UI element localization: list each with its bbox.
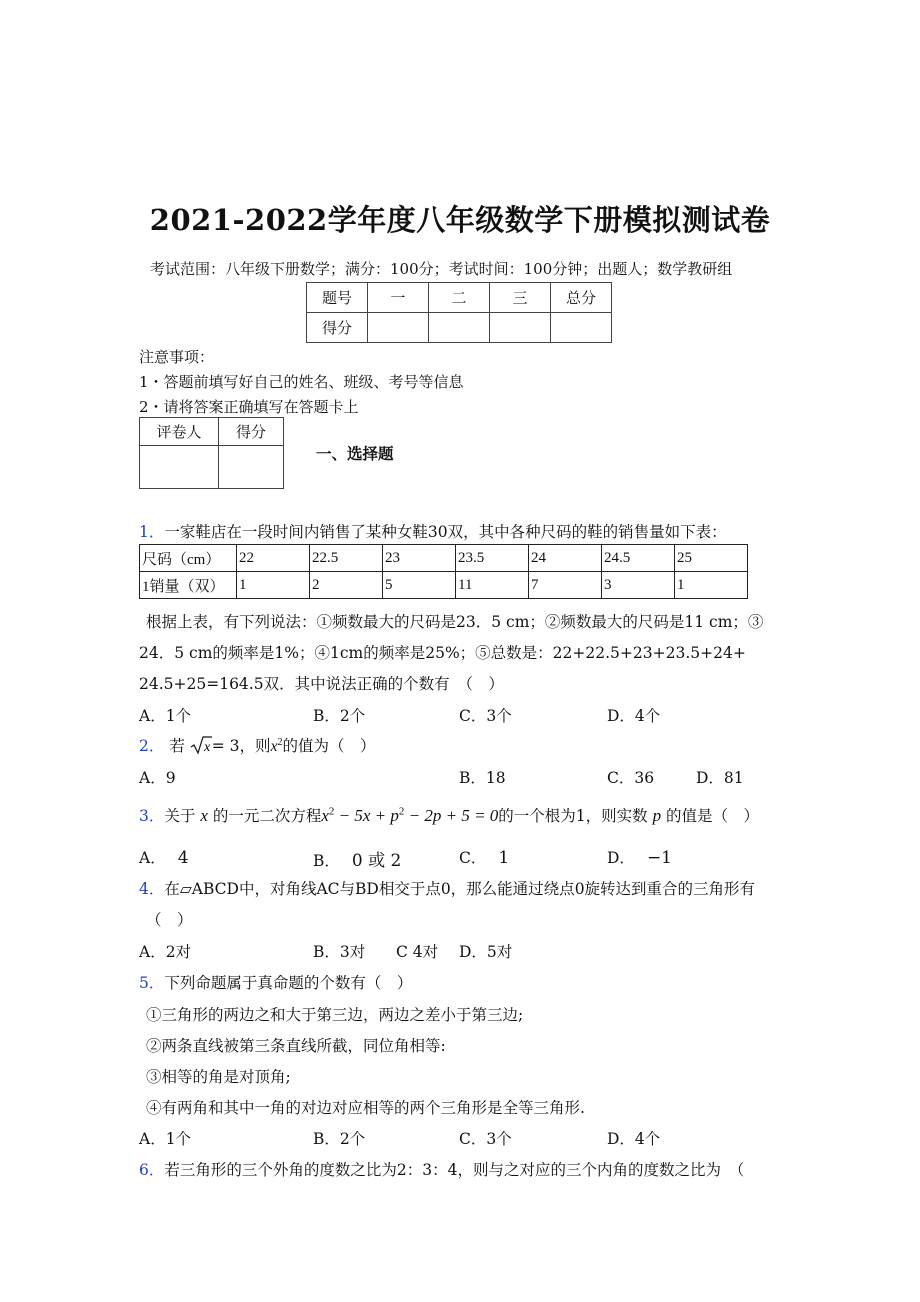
question-stem: 若三角形的三个外角的度数之比为2：3：4，则与之对应的三个内角的度数之比为 （ [164, 1161, 745, 1179]
score-header-cell: 总分 [551, 283, 612, 313]
question-stem-suffix: 的一个根为1，则实数 [498, 807, 648, 825]
grader-header: 评卷人 [140, 418, 219, 446]
option-b[interactable]: B．2个 [313, 1130, 366, 1148]
table-cell: 23 [383, 545, 456, 572]
question-number: 5． [139, 974, 165, 992]
shoe-size-table [139, 544, 748, 599]
question-number: 4． [139, 880, 165, 898]
score-header-cell: 二 [429, 283, 490, 313]
svg-text:x: x [203, 740, 210, 755]
option-d[interactable]: D．81 [696, 769, 744, 787]
sqrt-x-formula [190, 735, 212, 755]
option-a[interactable]: A．1个 [139, 1130, 192, 1148]
score-header-cell: 三 [490, 283, 551, 313]
option-b[interactable]: B． 0 或 2 [313, 851, 402, 871]
statement-item: ②两条直线被第三条直线所截，同位角相等: [146, 1037, 446, 1055]
variable-x: x [200, 806, 208, 825]
question-text-line: （ ） [146, 911, 193, 929]
question-stem: 下列命题属于真命题的个数有（ ） [164, 974, 413, 992]
grader-cell [140, 446, 219, 489]
option-a[interactable]: A．2对 [139, 943, 192, 961]
grader-header: 得分 [219, 418, 284, 446]
table-cell: 24.5 [602, 545, 675, 572]
table-cell: 11 [456, 572, 529, 599]
question-6 [139, 1158, 744, 1180]
question-stem-mid: ，则 [239, 737, 271, 755]
table-cell: 7 [529, 572, 602, 599]
formula-equals: = 3 [211, 737, 240, 755]
table-cell: 3 [602, 572, 675, 599]
table-cell: 22.5 [310, 545, 383, 572]
question-number: 3． [139, 807, 165, 825]
question-text-line: 24．5 cm的频率是1%；④1cm的频率是25%；⑤总数是：22+22.5+23+23.5+24+ [139, 644, 746, 662]
option-d[interactable]: D．4个 [607, 1130, 661, 1148]
option-d[interactable]: D． −1 [607, 848, 672, 868]
option-a[interactable]: A．1个 [139, 707, 192, 725]
question-stem-prefix: 关于 [164, 807, 196, 825]
question-stem-suffix: 的值为（ ） [282, 737, 376, 755]
table-cell: 尺码（cm） [140, 545, 237, 572]
option-c[interactable]: C．36 [607, 769, 655, 787]
score-row-label: 得分 [307, 313, 368, 343]
notice-heading: 注意事项： [139, 348, 215, 366]
table-cell: 1销量（双） [140, 572, 237, 599]
question-5 [139, 971, 412, 993]
option-a[interactable]: A． 4 [139, 848, 189, 868]
score-header-cell: 一 [368, 283, 429, 313]
question-stem-end: 的值是（ ） [666, 807, 760, 825]
option-c[interactable]: C． 1 [459, 848, 510, 868]
statement-item: ①三角形的两边之和大于第三边，两边之差小于第三边; [146, 1006, 524, 1024]
notice-item: 1・答题前填写好自己的姓名、班级、考号等信息 [139, 373, 464, 391]
option-b[interactable]: B．3对 [313, 943, 366, 961]
grader-table [139, 417, 284, 489]
option-d[interactable]: D．4个 [607, 707, 661, 725]
table-cell: 25 [675, 545, 748, 572]
question-stem-mid: 的一元二次方程 [212, 807, 322, 825]
question-4 [139, 877, 755, 899]
question-stem-prefix: 若 [169, 737, 185, 755]
option-b[interactable]: B．2个 [313, 707, 366, 725]
score-cell [551, 313, 612, 343]
question-number: 6． [139, 1161, 165, 1179]
question-number: 1． [139, 523, 165, 541]
table-cell: 24 [529, 545, 602, 572]
question-3 [139, 804, 759, 826]
grader-cell [219, 446, 284, 489]
question-stem: 在▱ABCD中，对角线AC与BD相交于点0，那么能通过绕点0旋转达到重合的三角形有 [164, 880, 756, 898]
table-cell: 1 [237, 572, 310, 599]
statement-item: ④有两角和其中一角的对边对应相等的两个三角形是全等三角形. [146, 1099, 585, 1117]
score-cell [368, 313, 429, 343]
option-a[interactable]: A．9 [139, 769, 176, 787]
score-cell [429, 313, 490, 343]
score-header-cell: 题号 [307, 283, 368, 313]
page-title: 2021-2022学年度八年级数学下册模拟测试卷 [149, 203, 771, 237]
table-cell: 22 [237, 545, 310, 572]
score-cell [490, 313, 551, 343]
section-heading: 一、选择题 [316, 444, 394, 463]
table-cell: 23.5 [456, 545, 529, 572]
option-d[interactable]: D．5对 [459, 943, 513, 961]
exam-info: 考试范围：八年级下册数学；满分：100分；考试时间：100分钟；出题人；数学教研组 [150, 260, 733, 278]
option-c[interactable]: C．3个 [459, 707, 512, 725]
table-cell: 2 [310, 572, 383, 599]
quadratic-equation-formula: $x^2 - 5x + p^2 - 2p + 5 = 0$ [321, 805, 499, 825]
option-c[interactable]: C 4对 [396, 943, 439, 961]
question-1 [139, 520, 727, 542]
score-table [306, 282, 612, 343]
notice-item: 2・请将答案正确填写在答题卡上 [139, 398, 359, 416]
variable-p: p [652, 806, 662, 825]
table-cell: 1 [675, 572, 748, 599]
question-stem: 一家鞋店在一段时间内销售了某种女鞋30双，其中各种尺码的鞋的销售量如下表： [164, 523, 727, 541]
question-2 [139, 734, 375, 756]
statement-item: ③相等的角是对顶角; [146, 1068, 291, 1086]
formula-x-squared: $x^2$ [270, 736, 283, 755]
option-b[interactable]: B．18 [459, 769, 506, 787]
question-number: 2． [139, 737, 165, 755]
question-text-line: 根据上表，有下列说法：①频数最大的尺码是23．5 cm；②频数最大的尺码是11 cm；③ [146, 613, 764, 631]
option-c[interactable]: C．3个 [459, 1130, 512, 1148]
question-text-line: 24.5+25=164.5双．其中说法正确的个数有 （ ） [139, 675, 504, 693]
table-cell: 5 [383, 572, 456, 599]
